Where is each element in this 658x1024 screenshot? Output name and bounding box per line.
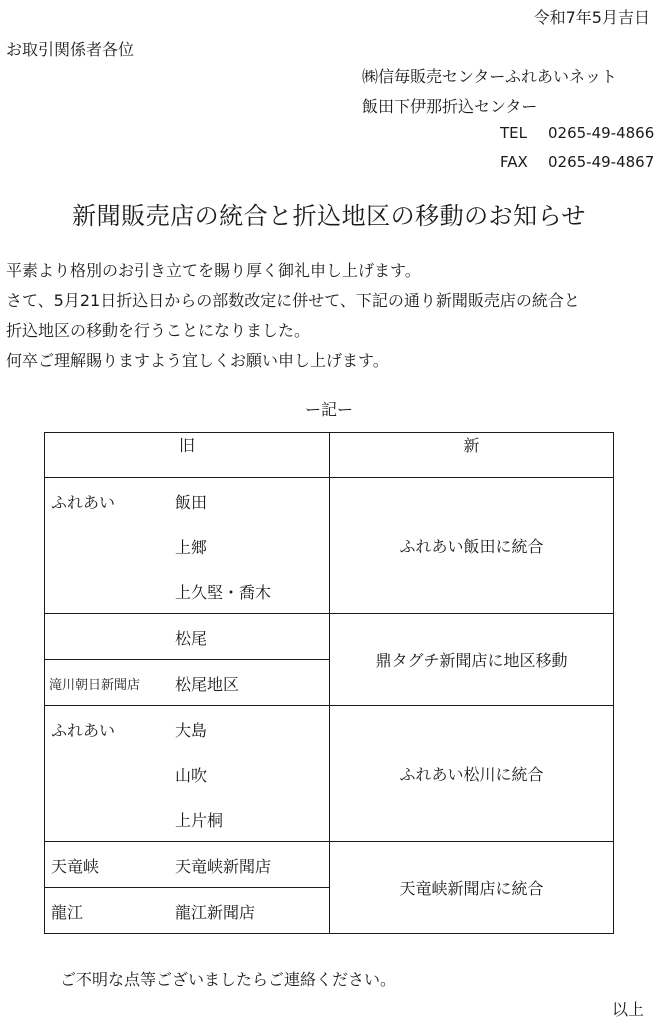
header-new: 新 <box>330 433 614 478</box>
sender-branch: 飯田下伊那折込センター <box>362 97 538 116</box>
body-line-4: 何卒ご理解賜りますよう宜しくお願い申し上げます。 <box>6 351 389 370</box>
table-row <box>45 887 329 933</box>
table-row <box>45 842 329 887</box>
fax-number: 0265-49-4867 <box>548 153 655 171</box>
fax-label: FAX <box>500 153 528 171</box>
old-cell <box>45 614 330 706</box>
old-area: 上久堅・喬木 <box>175 583 272 602</box>
body-line-1: 平素より格別のお引き立てを賜り厚く御礼申し上げます。 <box>6 261 421 280</box>
tel-number: 0265-49-4866 <box>548 124 655 142</box>
old-store: ふれあい <box>51 493 116 512</box>
table-row <box>45 796 329 841</box>
recipient: お取引関係者各位 <box>6 40 135 59</box>
document-title: 新聞販売店の統合と折込地区の移動のお知らせ <box>72 202 586 230</box>
old-store: 天竜峡 <box>51 857 100 876</box>
old-area: 上片桐 <box>175 811 224 830</box>
change-table <box>44 432 614 934</box>
new-cell: ふれあい松川に統合 <box>330 706 614 842</box>
table-group <box>45 478 614 614</box>
new-cell: 天竜峡新聞店に統合 <box>330 842 614 934</box>
sender-company: ㈱信毎販売センターふれあいネット <box>362 67 618 86</box>
closing-mark: 以上 <box>611 1000 644 1019</box>
table-header-row <box>45 433 614 478</box>
old-area: 飯田 <box>175 493 208 512</box>
table-group <box>45 842 614 934</box>
header-old: 旧 <box>45 433 330 478</box>
tel-label: TEL <box>500 124 527 142</box>
table-row <box>45 568 329 613</box>
table-group <box>45 706 614 842</box>
old-area: 松尾 <box>175 629 208 648</box>
old-cell <box>45 478 330 614</box>
table-row <box>45 659 329 705</box>
table-row <box>45 478 329 523</box>
old-store: 滝川朝日新聞店 <box>49 678 141 693</box>
old-area: 山吹 <box>175 766 208 785</box>
new-cell: 鼎タグチ新聞店に地区移動 <box>330 614 614 706</box>
old-store: 龍江 <box>51 903 84 922</box>
old-area: 大島 <box>175 721 208 740</box>
old-cell <box>45 842 330 934</box>
closing-line: ご不明な点等ございましたらご連絡ください。 <box>60 970 397 989</box>
old-area: 上郷 <box>175 538 208 557</box>
table-row <box>45 523 329 568</box>
body-line-3: 折込地区の移動を行うことになりました。 <box>6 321 311 340</box>
table-group <box>45 614 614 706</box>
old-area: 天竜峡新聞店 <box>175 857 272 876</box>
old-store: ふれあい <box>51 721 116 740</box>
body-line-2: さて、5月21日折込日からの部数改定に併せて、下記の通り新聞販売店の統合と <box>6 291 580 310</box>
document-date: 令和7年5月吉日 <box>533 8 650 27</box>
table-row <box>45 614 329 659</box>
sender-tel <box>500 124 654 142</box>
old-area: 龍江新聞店 <box>175 903 256 922</box>
sender-fax <box>500 153 654 171</box>
table-row <box>45 751 329 796</box>
new-cell: ふれあい飯田に統合 <box>330 478 614 614</box>
ki-heading: ー記ー <box>304 400 353 419</box>
table-row <box>45 706 329 751</box>
old-cell <box>45 706 330 842</box>
old-area: 松尾地区 <box>175 675 240 694</box>
